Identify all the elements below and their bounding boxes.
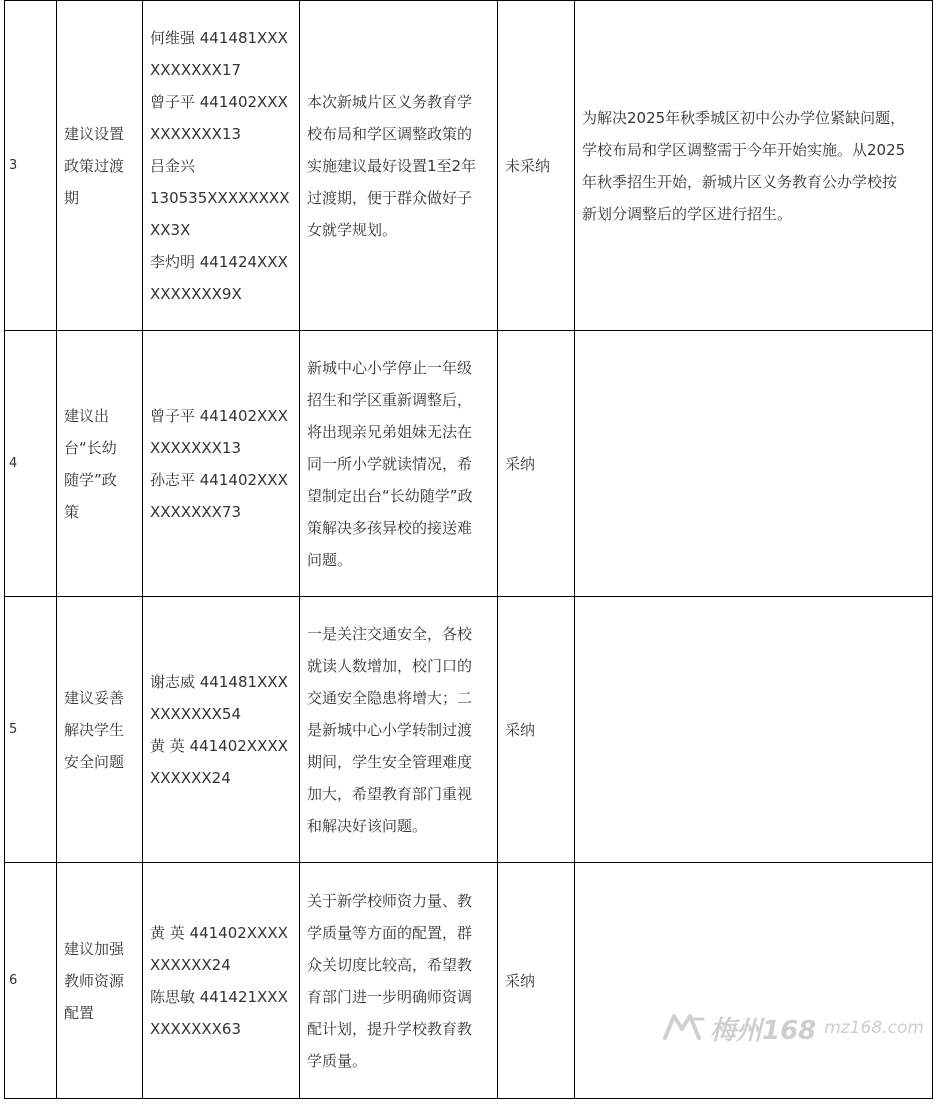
- adoption-status: 未采纳: [498, 1, 575, 331]
- reply-explanation: [575, 597, 933, 863]
- reply-explanation-line: 学校布局和学区调整需于今年开始实施。从2025: [582, 140, 906, 159]
- suggestion-content-line: 校布局和学区调整政策的: [307, 124, 473, 143]
- policy-feedback-table: [4, 0, 933, 1099]
- proposer-list: [143, 863, 300, 1099]
- proposer-list-line: 谢志威 441481XXX: [150, 672, 288, 691]
- suggestion-content-line: 过渡期，便于群众做好子: [307, 188, 473, 207]
- suggestion-topic-line: 期: [64, 188, 80, 207]
- reply-explanation-line: 年秋季招生开始，新城片区义务教育公办学校按: [582, 172, 898, 191]
- proposer-list-line: 何维强 441481XXX: [150, 28, 288, 47]
- suggestion-topic: [57, 597, 143, 863]
- adoption-status: 采纳: [498, 331, 575, 597]
- suggestion-topic: [57, 331, 143, 597]
- proposer-list-line: XX3X: [150, 220, 191, 239]
- suggestion-content-line: 配计划，提升学校教育教: [307, 1019, 473, 1038]
- suggestion-content-line: 关于新学校师资力量、教: [307, 891, 473, 910]
- suggestion-topic-line: 政策过渡: [64, 156, 125, 175]
- suggestion-topic-line: 策: [64, 502, 80, 521]
- suggestion-topic-line: 随学”政: [64, 470, 117, 489]
- suggestion-content-line: 招生和学区重新调整后，: [307, 390, 473, 409]
- reply-explanation: [575, 1, 933, 331]
- suggestion-content-line: 新城中心小学停止一年级: [307, 358, 473, 377]
- suggestion-content: [300, 863, 498, 1099]
- proposer-list-line: XXXXXXX73: [150, 502, 242, 521]
- table-row: [5, 331, 933, 597]
- proposer-list-line: XXXXXXX17: [150, 60, 242, 79]
- suggestion-content-line: 一是关注交通安全，各校: [307, 624, 473, 643]
- suggestion-content: [300, 331, 498, 597]
- suggestion-topic-line: 建议妥善: [64, 688, 125, 707]
- proposer-list-line: 孙志平 441402XXX: [150, 470, 288, 489]
- proposer-list-line: XXXXXXX63: [150, 1019, 242, 1038]
- suggestion-topic-line: 建议设置: [64, 124, 125, 143]
- suggestion-content: [300, 597, 498, 863]
- site-watermark: [662, 1010, 924, 1046]
- proposer-list-line: 陈思敏 441421XXX: [150, 987, 288, 1006]
- suggestion-content-line: 和解决好该问题。: [307, 816, 428, 835]
- proposer-list: [143, 1, 300, 331]
- adoption-status: 采纳: [498, 597, 575, 863]
- suggestion-content-line: 学质量等方面的配置，群: [307, 923, 473, 942]
- proposer-list-line: XXXXXXX54: [150, 704, 242, 723]
- proposer-list-line: XXXXXXX13: [150, 124, 242, 143]
- proposer-list-line: 曾子平 441402XXX: [150, 92, 288, 111]
- suggestion-content-line: 实施建议最好设置1至2年: [307, 156, 477, 175]
- reply-explanation: [575, 331, 933, 597]
- table-row: [5, 1, 933, 331]
- suggestion-content-line: 育部门进一步明确师资调: [307, 987, 473, 1006]
- suggestion-topic-line: 教师资源: [64, 971, 125, 990]
- suggestion-topic-line: 建议加强: [64, 939, 125, 958]
- suggestion-content-line: 交通安全隐患将增大；二: [307, 688, 473, 707]
- row-number: 4: [5, 331, 57, 597]
- suggestion-content-line: 加大，希望教育部门重视: [307, 784, 473, 803]
- suggestion-content-line: 女就学规划。: [307, 220, 398, 239]
- suggestion-content-line: 学质量。: [307, 1051, 368, 1070]
- reply-explanation: [575, 863, 933, 1099]
- suggestion-content-line: 同一所小学就读情况，希: [307, 454, 473, 473]
- proposer-list: [143, 331, 300, 597]
- suggestion-content-line: 就读人数增加，校门口的: [307, 656, 473, 675]
- row-number: 6: [5, 863, 57, 1099]
- proposer-list-line: XXXXXX24: [150, 768, 231, 787]
- proposer-list-line: 黄 英 441402XXXX: [150, 736, 288, 755]
- suggestion-content-line: 将出现亲兄弟姐妹无法在: [307, 422, 473, 441]
- suggestion-content-line: 本次新城片区义务教育学: [307, 92, 473, 111]
- suggestion-content: [300, 1, 498, 331]
- table-row: [5, 597, 933, 863]
- proposer-list-line: XXXXXXX9X: [150, 284, 242, 303]
- proposer-list-line: 李灼明 441424XXX: [150, 252, 288, 271]
- reply-explanation-line: 为解决2025年秋季城区初中公办学位紧缺问题，: [582, 108, 906, 127]
- proposer-list-line: 吕金兴: [150, 156, 196, 175]
- suggestion-content-line: 众关切度比较高，希望教: [307, 955, 473, 974]
- suggestion-topic-line: 解决学生: [64, 720, 125, 739]
- suggestion-topic-line: 台“长幼: [64, 438, 117, 457]
- table-body: [5, 1, 933, 1099]
- suggestion-content-line: 期间，学生安全管理难度: [307, 752, 473, 771]
- suggestion-topic-line: 建议出: [64, 406, 110, 425]
- proposer-list-line: XXXXXXX13: [150, 438, 242, 457]
- mz-logo-icon: [662, 1011, 706, 1045]
- proposer-list: [143, 597, 300, 863]
- watermark-domain: mz168.com: [824, 1018, 924, 1038]
- table-row: [5, 863, 933, 1099]
- reply-explanation-line: 新划分调整后的学区进行招生。: [582, 204, 793, 223]
- suggestion-content-line: 是新城中心小学转制过渡: [307, 720, 473, 739]
- row-number: 5: [5, 597, 57, 863]
- suggestion-content-line: 问题。: [307, 550, 353, 569]
- suggestion-content-line: 望制定出台“长幼随学”政: [307, 486, 473, 505]
- proposer-list-line: 曾子平 441402XXX: [150, 406, 288, 425]
- proposer-list-line: 130535XXXXXXXX: [150, 188, 290, 207]
- suggestion-topic: [57, 863, 143, 1099]
- proposer-list-line: XXXXXX24: [150, 955, 231, 974]
- row-number: 3: [5, 1, 57, 331]
- adoption-status: 采纳: [498, 863, 575, 1099]
- suggestion-topic-line: 配置: [64, 1003, 95, 1022]
- suggestion-topic: [57, 1, 143, 331]
- suggestion-content-line: 策解决多孩异校的接送难: [307, 518, 473, 537]
- watermark-text: 梅州168: [710, 1015, 817, 1046]
- proposer-list-line: 黄 英 441402XXXX: [150, 923, 288, 942]
- suggestion-topic-line: 安全问题: [64, 752, 125, 771]
